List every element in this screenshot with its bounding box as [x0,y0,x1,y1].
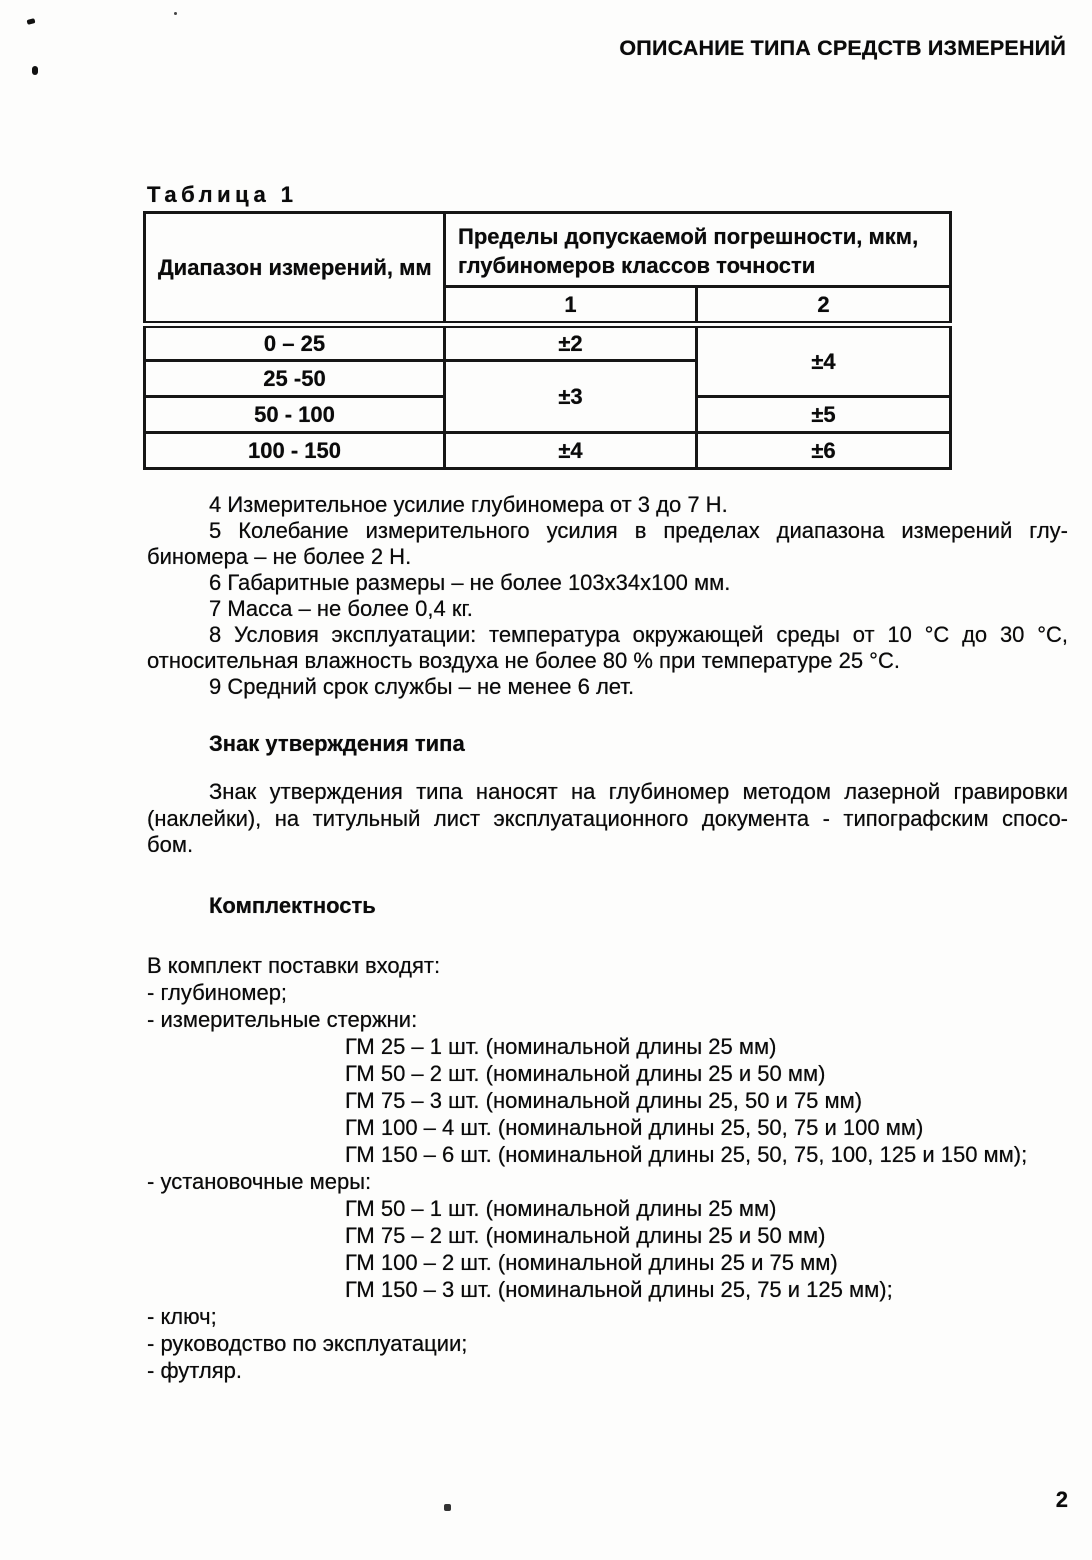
range-cell: 50 - 100 [145,397,445,433]
spec-line: 5 Колебание измерительного усилия в пределах диапазона измерений глу- [209,518,1068,543]
approval-mark-section [147,731,1068,859]
list-item: - ключ; [147,1304,217,1329]
table-header-limits-line1: Пределы допускаемой погрешности, мкм, [458,223,919,249]
table-row [145,433,951,469]
list-item: - руководство по эксплуатации; [147,1331,468,1356]
paragraph-line: Знак утверждения типа наносят на глубиномер методом лазерной гравировки [209,779,1068,804]
spec-line: 6 Габаритные размеры – не более 103х34х100 мм. [209,570,731,595]
spec-line: 4 Измерительное усилие глубиномера от 3 до 7 Н. [209,492,728,517]
table-header-row [145,213,951,287]
spec-line: биномера – не более 2 Н. [147,544,412,569]
list-subitem: ГМ 50 – 2 шт. (номинальной длины 25 и 50 мм) [345,1061,826,1086]
list-subitem: ГМ 50 – 1 шт. (номинальной длины 25 мм) [345,1196,777,1221]
class1-error-cell: ±2 [445,325,697,361]
completeness-section [147,893,1068,1384]
page-number: 2 [1055,1487,1068,1512]
table-header-limits [445,213,951,287]
specifications-section [147,492,1068,700]
scan-artifact-dot [32,66,38,75]
list-item: - измерительные стержни: [147,1007,418,1032]
list-item: - установочные меры: [147,1169,372,1194]
spec-line: 9 Средний срок службы – не менее 6 лет. [209,674,635,699]
scan-artifact-dot [26,18,35,25]
list-item: - футляр. [147,1358,242,1383]
list-subitem: ГМ 150 – 3 шт. (номинальной длины 25, 75 и 125 мм); [345,1277,893,1302]
list-intro: В комплект поставки входят: [147,953,441,978]
table-row [145,325,951,361]
spec-line: 7 Масса – не более 0,4 кг. [209,596,473,621]
tolerance-table [143,211,952,470]
range-cell: 0 – 25 [145,325,445,361]
class2-error-cell: ±4 [697,325,951,397]
table-header-limits-line2: глубиномеров классов точности [458,252,816,278]
list-subitem: ГМ 75 – 3 шт. (номинальной длины 25, 50 и 75 мм) [345,1088,863,1113]
table-header-range: Диапазон измерений, мм [145,213,445,325]
list-item: - глубиномер; [147,980,288,1005]
class2-error-cell: ±5 [697,397,951,433]
document-title: ОПИСАНИЕ ТИПА СРЕДСТВ ИЗМЕРЕНИЙ [619,36,1066,60]
class1-error-cell: ±3 [445,361,697,433]
paragraph-line: (наклейки), на титульный лист эксплуатационного документа - типографским спосо- [147,805,1068,831]
list-subitem: ГМ 75 – 2 шт. (номинальной длины 25 и 50 мм) [345,1223,826,1248]
scan-artifact-dot [174,12,177,15]
class1-error-cell: ±4 [445,433,697,469]
list-subitem: ГМ 150 – 6 шт. (номинальной длины 25, 50, 75, 100, 125 и 150 мм); [345,1142,1028,1167]
range-cell: 100 - 150 [145,433,445,469]
section-heading-completeness: Комплектность [209,893,376,918]
spec-line: 8 Условия эксплуатации: температура окружающей среды от 10 °С до 30 °С, [209,622,1068,647]
paragraph-line: бом. [147,832,194,857]
table-caption: Таблица 1 [147,182,298,207]
table-header-class1: 1 [445,287,697,325]
section-heading-approval: Знак утверждения типа [209,731,465,756]
scan-artifact-dot [444,1504,451,1511]
approval-paragraph [147,779,1068,859]
list-subitem: ГМ 100 – 4 шт. (номинальной длины 25, 50, 75 и 100 мм) [345,1115,924,1140]
class2-error-cell: ±6 [697,433,951,469]
table-header-class2: 2 [697,287,951,325]
delivery-set-list [147,952,1068,1384]
spec-line: относительная влажность воздуха не более 80 % при температуре 25 °С. [147,648,900,673]
range-cell: 25 -50 [145,361,445,397]
list-subitem: ГМ 25 – 1 шт. (номинальной длины 25 мм) [345,1034,777,1059]
list-subitem: ГМ 100 – 2 шт. (номинальной длины 25 и 75 мм) [345,1250,838,1275]
